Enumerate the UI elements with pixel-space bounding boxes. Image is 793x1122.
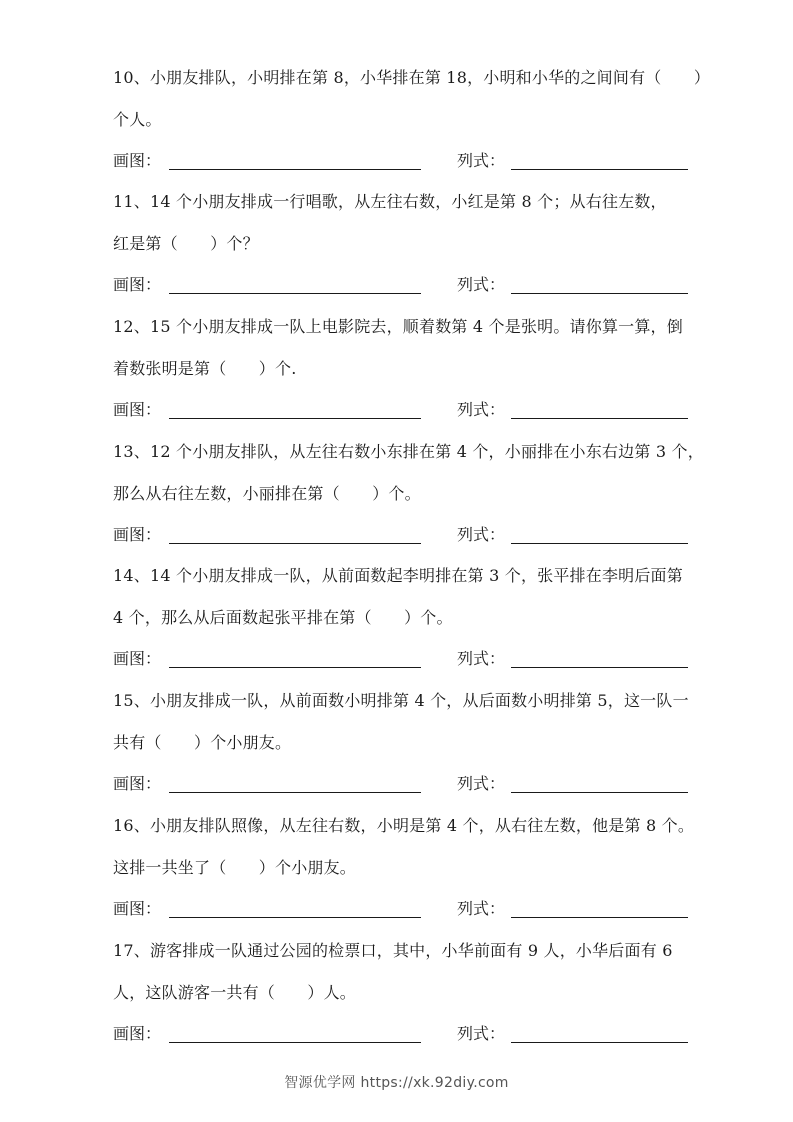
problem-text-line-2: 人，这队游客一共有（ ）人。 — [113, 983, 357, 1002]
draw-label: 画图： — [113, 400, 162, 419]
answer-row — [113, 1024, 763, 1044]
answer-row — [113, 774, 763, 794]
draw-answer-blank[interactable] — [169, 293, 421, 294]
problem-text-line-2: 个人。 — [113, 110, 162, 129]
answer-row — [113, 400, 763, 420]
answer-row — [113, 275, 763, 295]
problem-text-line-1: 16、小朋友排队照像，从左往右数，小明是第 4 个，从右往左数，他是第 8 个。 — [113, 816, 695, 835]
formula-label: 列式： — [457, 151, 506, 170]
draw-label: 画图： — [113, 151, 162, 170]
problem-text-line-2: 共有（ ）个小朋友。 — [113, 733, 292, 752]
problem-14 — [113, 566, 763, 669]
formula-answer-blank[interactable] — [511, 1042, 688, 1043]
problem-text-line-2: 这排一共坐了（ ）个小朋友。 — [113, 858, 357, 877]
formula-label: 列式： — [457, 649, 506, 668]
draw-label: 画图： — [113, 1024, 162, 1043]
formula-answer-blank[interactable] — [511, 667, 688, 668]
draw-label: 画图： — [113, 275, 162, 294]
problem-text-line-2: 那么从右往左数，小丽排在第（ ）个。 — [113, 484, 421, 503]
formula-label: 列式： — [457, 774, 506, 793]
draw-label: 画图： — [113, 774, 162, 793]
draw-label: 画图： — [113, 899, 162, 918]
draw-label: 画图： — [113, 649, 162, 668]
formula-label: 列式： — [457, 899, 506, 918]
problem-text-line-1: 17、游客排成一队通过公园的检票口，其中，小华前面有 9 人，小华后面有 6 — [113, 941, 673, 960]
problem-text-line-2: 红是第（ ）个？ — [113, 234, 259, 253]
formula-answer-blank[interactable] — [511, 169, 688, 170]
formula-label: 列式： — [457, 400, 506, 419]
answer-row — [113, 649, 763, 669]
draw-answer-blank[interactable] — [169, 792, 421, 793]
formula-answer-blank[interactable] — [511, 418, 688, 419]
draw-label: 画图： — [113, 525, 162, 544]
draw-answer-blank[interactable] — [169, 543, 421, 544]
draw-answer-blank[interactable] — [169, 169, 421, 170]
problem-17 — [113, 941, 763, 1044]
problem-text-line-1: 10、小朋友排队，小明排在第 8，小华排在第 18，小明和小华的之间间有（ ） — [113, 68, 711, 87]
answer-row — [113, 525, 763, 545]
draw-answer-blank[interactable] — [169, 1042, 421, 1043]
formula-label: 列式： — [457, 275, 506, 294]
problem-15 — [113, 691, 763, 794]
formula-answer-blank[interactable] — [511, 293, 688, 294]
formula-answer-blank[interactable] — [511, 917, 688, 918]
draw-answer-blank[interactable] — [169, 418, 421, 419]
footer-watermark: 智源优学网 https://xk.92diy.com — [284, 1075, 509, 1091]
problem-text-line-1: 11、14 个小朋友排成一行唱歌，从左往右数，小红是第 8 个；从右往左数， — [113, 192, 667, 211]
problem-text-line-1: 12、15 个小朋友排成一队上电影院去，顺着数第 4 个是张明。请你算一算，倒 — [113, 317, 683, 336]
problem-text-line-2: 4 个，那么从后面数起张平排在第（ ）个。 — [113, 608, 453, 627]
problem-text-line-1: 15、小朋友排成一队，从前面数小明排第 4 个，从后面数小明排第 5，这一队一 — [113, 691, 689, 710]
problem-text-line-2: 着数张明是第（ ）个. — [113, 359, 297, 378]
draw-answer-blank[interactable] — [169, 917, 421, 918]
problem-13 — [113, 442, 763, 545]
formula-label: 列式： — [457, 525, 506, 544]
problem-text-line-1: 13、12 个小朋友排队，从左往右数小东排在第 4 个，小丽排在小东右边第 3 个， — [113, 442, 704, 461]
problem-11 — [113, 192, 763, 295]
formula-answer-blank[interactable] — [511, 792, 688, 793]
problem-10 — [113, 68, 763, 171]
answer-row — [113, 151, 763, 171]
answer-row — [113, 899, 763, 919]
draw-answer-blank[interactable] — [169, 667, 421, 668]
problem-16 — [113, 816, 763, 919]
formula-label: 列式： — [457, 1024, 506, 1043]
problem-text-line-1: 14、14 个小朋友排成一队，从前面数起李明排在第 3 个，张平排在李明后面第 — [113, 566, 683, 585]
problem-12 — [113, 317, 763, 420]
formula-answer-blank[interactable] — [511, 543, 688, 544]
